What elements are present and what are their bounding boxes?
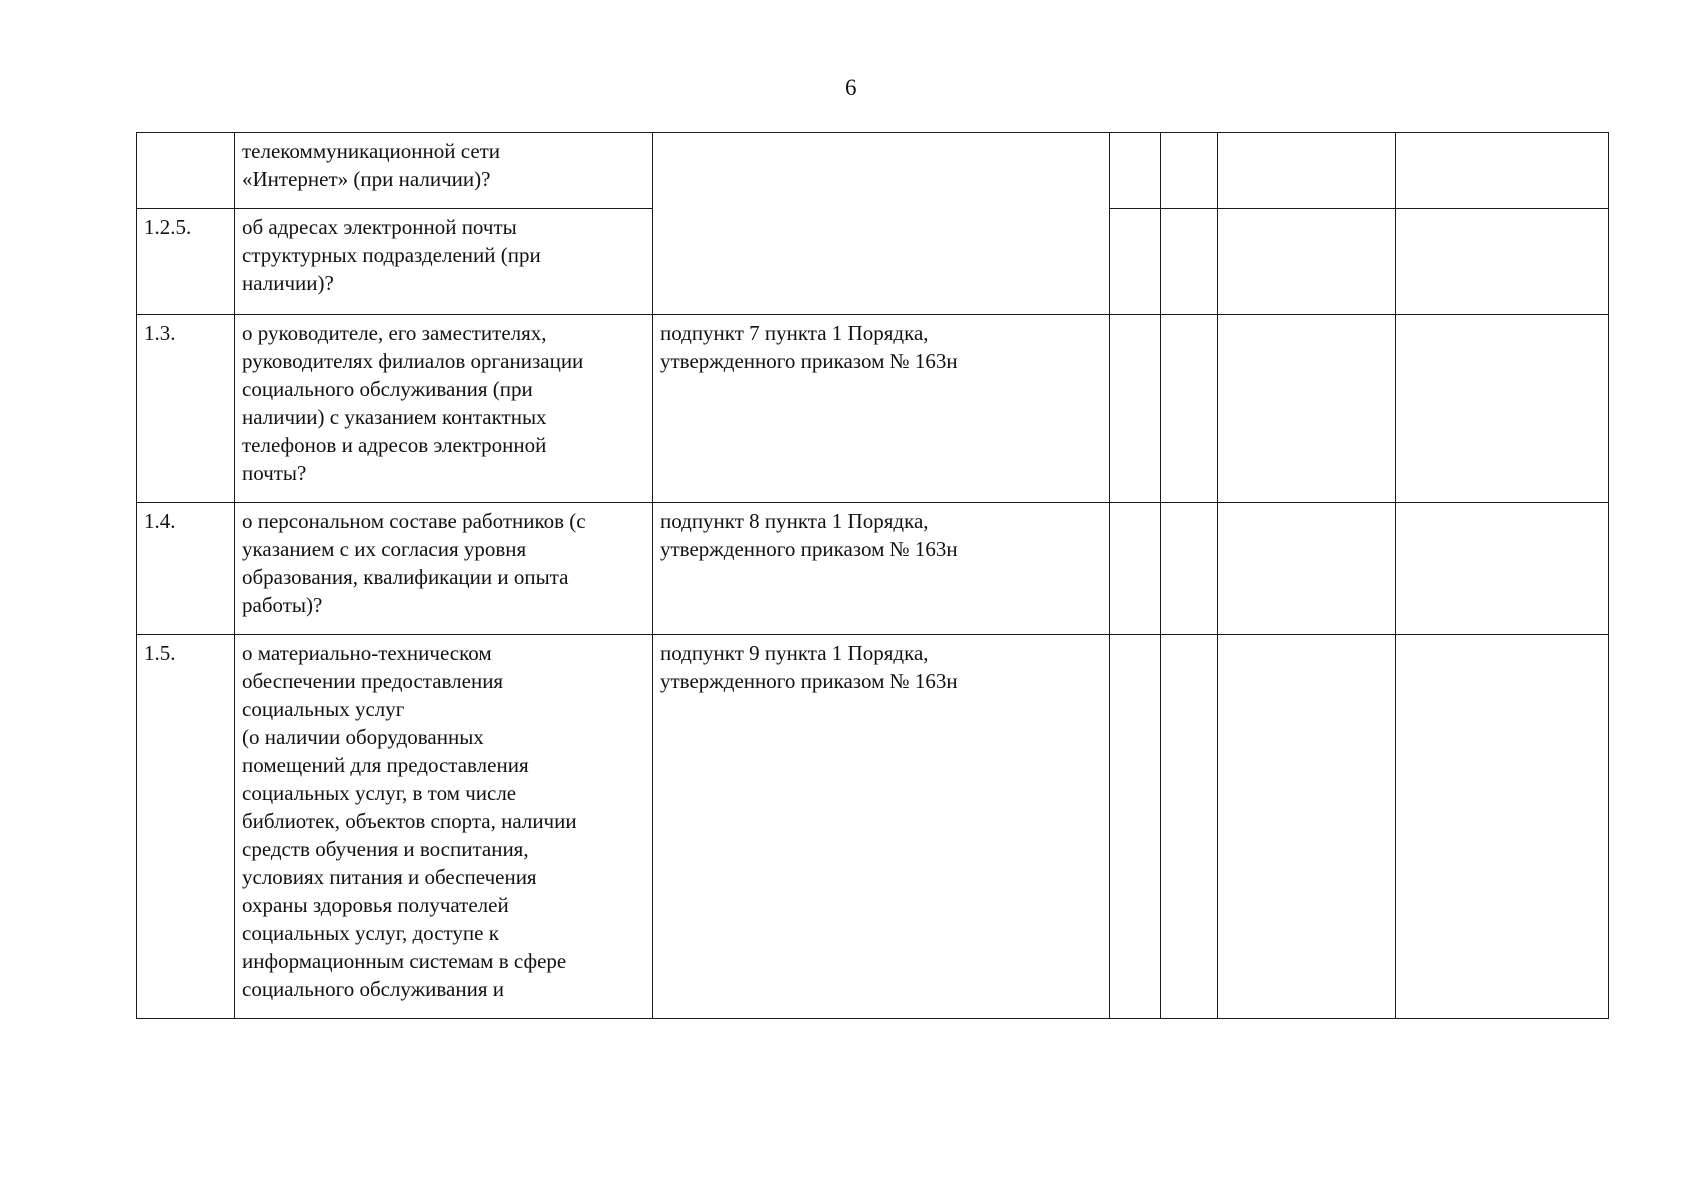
page-number: 6 — [845, 75, 857, 100]
answer-yes-cell — [1110, 503, 1161, 635]
remarks-cell — [1396, 635, 1609, 1019]
question-cell — [235, 133, 653, 209]
basis-cell — [653, 133, 1110, 315]
row-number: 1.5. — [144, 641, 176, 665]
answer-na-cell — [1218, 635, 1396, 1019]
answer-no-cell — [1161, 133, 1218, 209]
answer-na-cell — [1218, 503, 1396, 635]
question-cell — [235, 315, 653, 503]
answer-yes-cell — [1110, 133, 1161, 209]
row-number-cell — [137, 635, 235, 1019]
basis-text: подпункт 8 пункта 1 Порядка, утвержденного приказом № 163н — [660, 509, 958, 561]
answer-no-cell — [1161, 635, 1218, 1019]
basis-cell — [653, 503, 1110, 635]
row-number-cell — [137, 503, 235, 635]
basis-text: подпункт 9 пункта 1 Порядка, утвержденного приказом № 163н — [660, 641, 958, 693]
basis-text: подпункт 7 пункта 1 Порядка, утвержденного приказом № 163н — [660, 321, 958, 373]
row-number: 1.2.5. — [144, 215, 192, 239]
answer-no-cell — [1161, 503, 1218, 635]
basis-cell — [653, 315, 1110, 503]
checklist-table — [136, 132, 1609, 1019]
answer-na-cell — [1218, 209, 1396, 315]
question-text: телекоммуникационной сети «Интернет» (при наличии)? — [242, 139, 501, 191]
table-row — [137, 635, 1609, 1019]
table-row — [137, 315, 1609, 503]
answer-yes-cell — [1110, 209, 1161, 315]
answer-na-cell — [1218, 133, 1396, 209]
row-number-cell — [137, 209, 235, 315]
question-cell — [235, 209, 653, 315]
table-row — [137, 503, 1609, 635]
remarks-cell — [1396, 315, 1609, 503]
answer-na-cell — [1218, 315, 1396, 503]
question-text: о руководителе, его заместителях, руководителях филиалов организации социального обслуживания (при наличии) с указанием контактных телефонов и адресов электронной почты? — [242, 321, 584, 485]
question-text: об адресах электронной почты структурных подразделений (при наличии)? — [242, 215, 541, 295]
answer-yes-cell — [1110, 635, 1161, 1019]
row-number: 1.4. — [144, 509, 176, 533]
remarks-cell — [1396, 503, 1609, 635]
answer-no-cell — [1161, 209, 1218, 315]
basis-cell — [653, 635, 1110, 1019]
remarks-cell — [1396, 133, 1609, 209]
question-cell — [235, 635, 653, 1019]
remarks-cell — [1396, 209, 1609, 315]
question-cell — [235, 503, 653, 635]
row-number-cell — [137, 133, 235, 209]
answer-yes-cell — [1110, 315, 1161, 503]
row-number-cell — [137, 315, 235, 503]
answer-no-cell — [1161, 315, 1218, 503]
row-number: 1.3. — [144, 321, 176, 345]
table-row — [137, 133, 1609, 209]
question-text: о персональном составе работников (с указанием с их согласия уровня образования, квалификации и опыта работы)? — [242, 509, 586, 617]
question-text: о материально-техническом обеспечении предоставления социальных услуг (о наличии оборудованных помещений для предоставления социальных услуг, в том числе библиотек, объектов спорта, наличии средств обучения и воспитания, условиях питания и обеспечения охраны здоровья получателей социальных услуг, доступе к информационным системам в сфере социального обслуживания и — [242, 641, 577, 1001]
